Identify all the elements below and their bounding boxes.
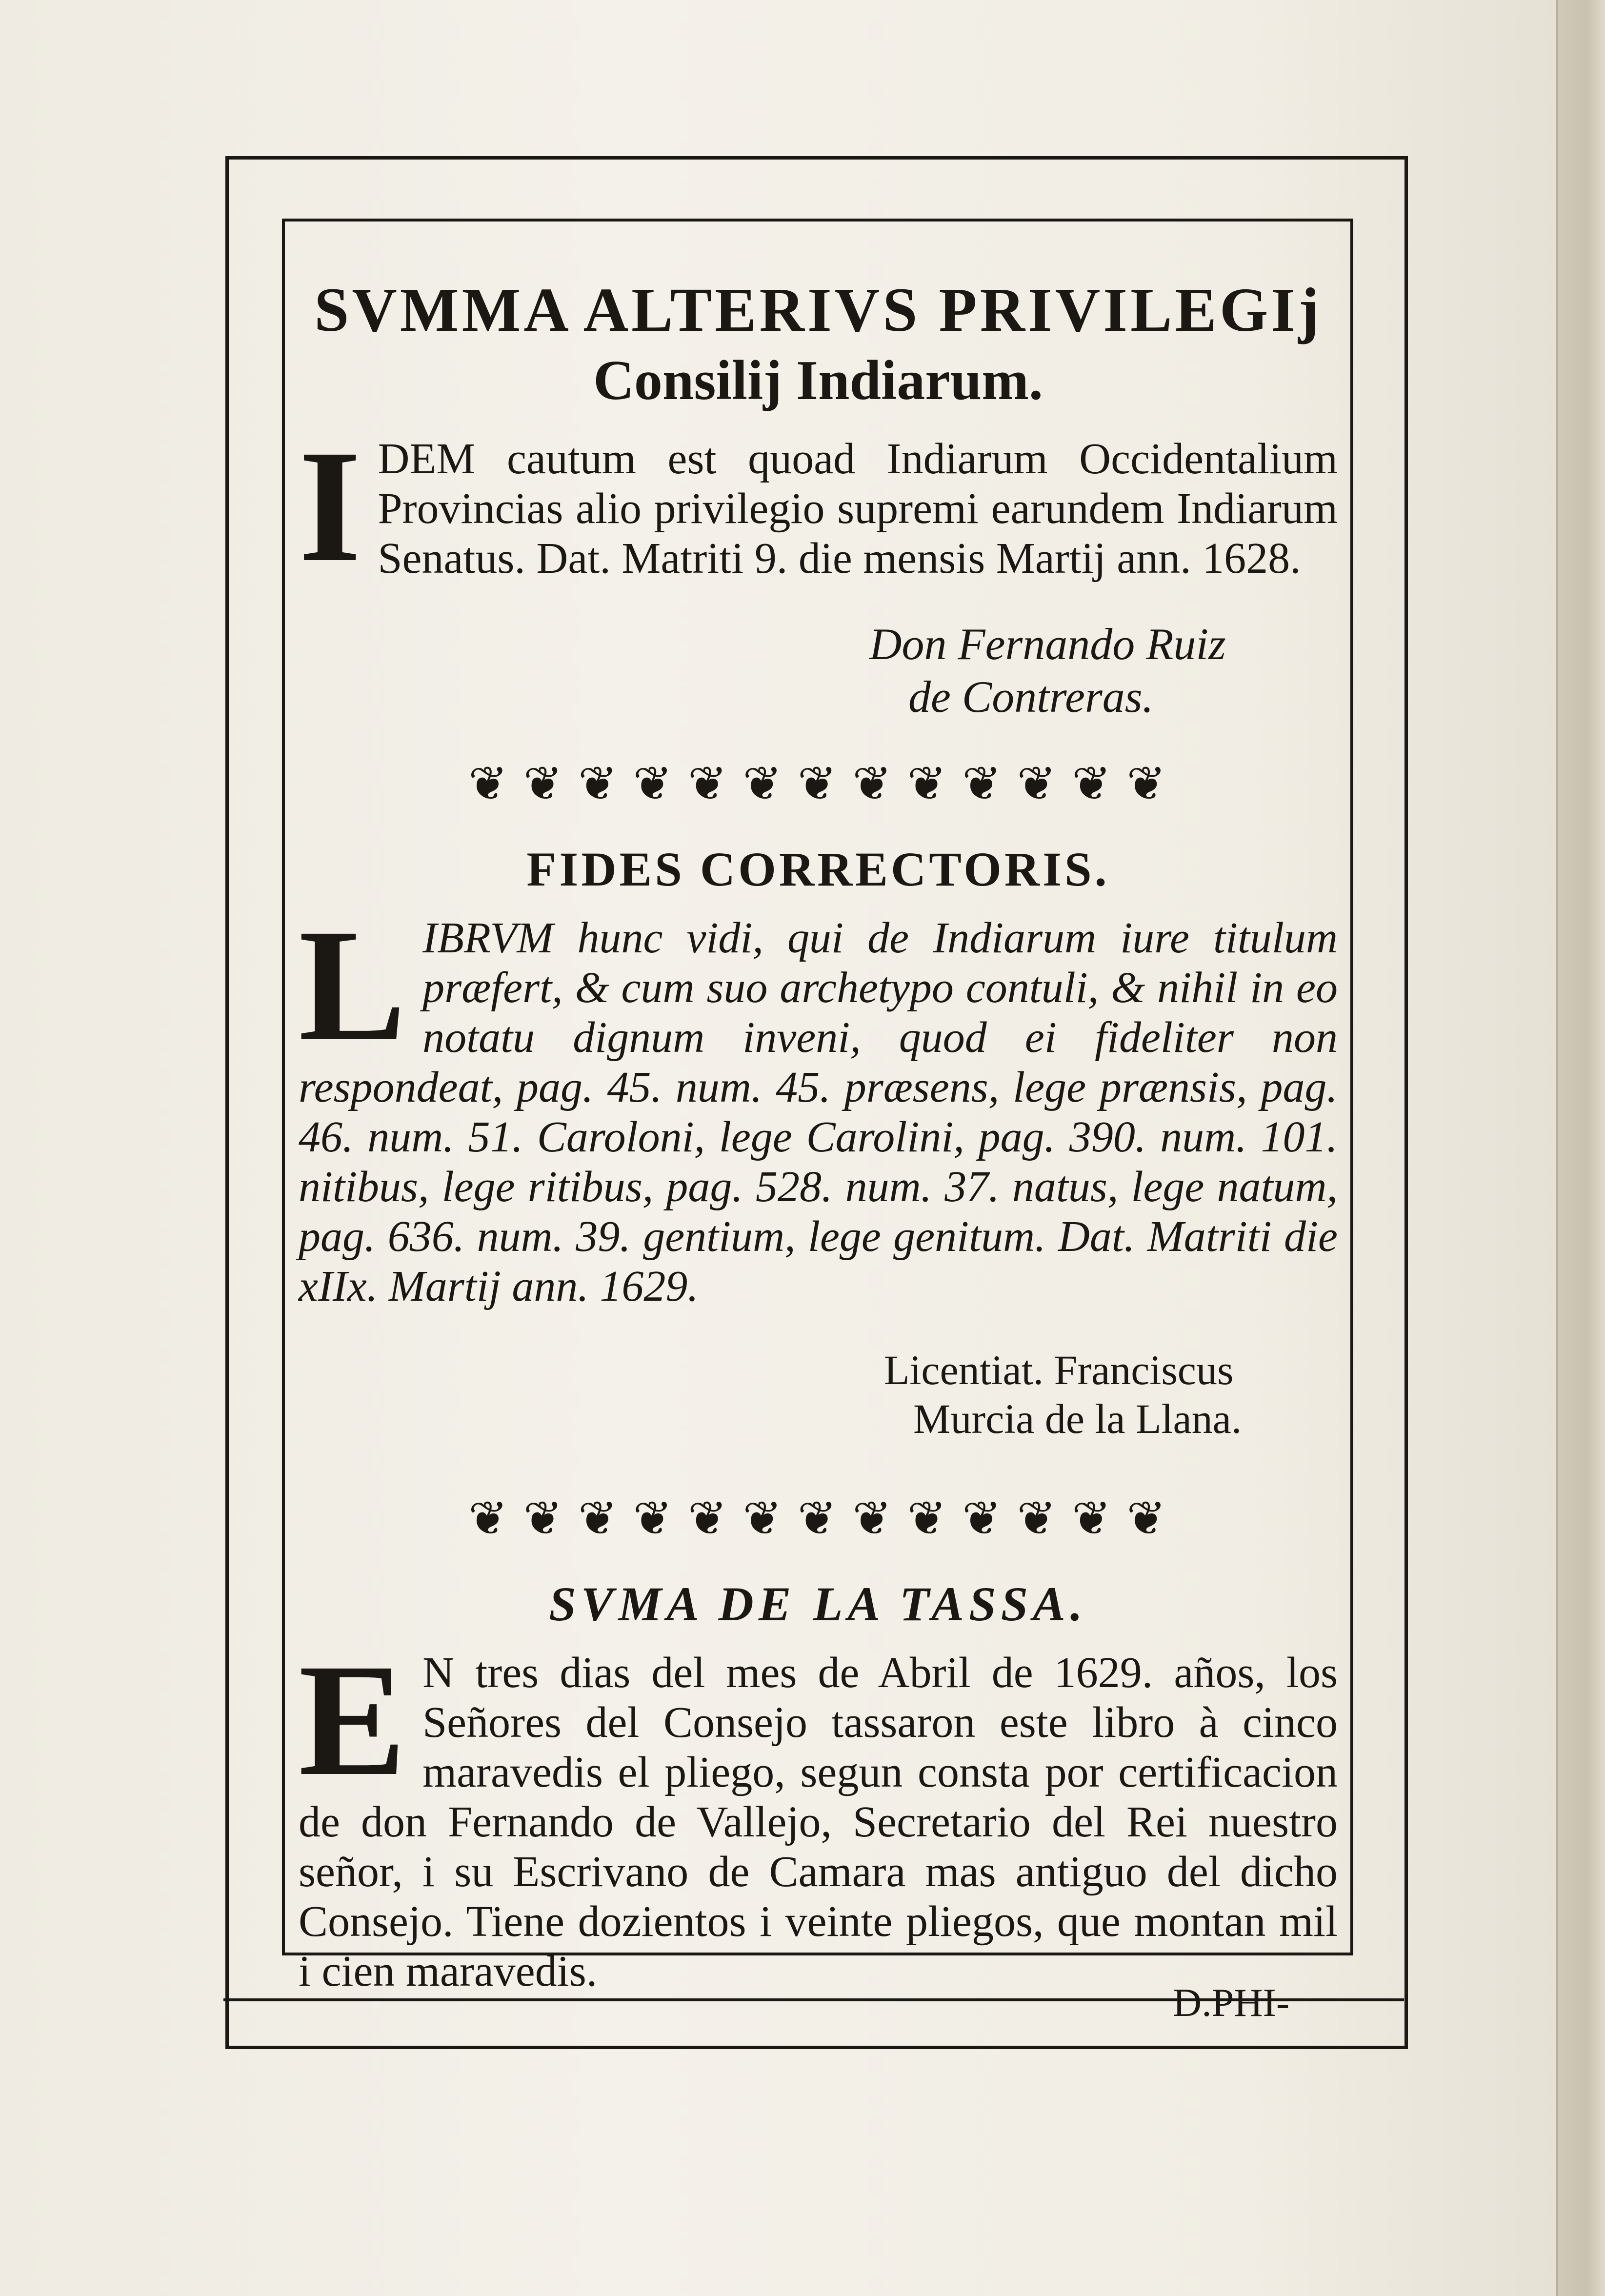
drop-cap-l: L bbox=[299, 896, 406, 1074]
fides-text: IBRVM hunc vidi, qui de Indiarum iure titulum præfert, & cum suo archetypo contuli, & nihil in eo notatu dignum inveni, quod ei fideliter non respondeat, pag. 45. num. 45. præsens, lege prænsis, pag. 46. num. 51. Caroloni, lege Carolini, pag. 390. num. 101. nitibus, lege ritibus, pag. 528. num. 37. natus, lege natum, pag. 636. num. 39. gentium, lege genitum. Dat. Matriti die xIIx. Martij ann. 1629. bbox=[299, 914, 1338, 1310]
drop-cap-e: E bbox=[299, 1631, 406, 1809]
page-content bbox=[299, 273, 1338, 1996]
fides-heading: FIDES CORRECTORIS. bbox=[526, 842, 1110, 896]
catchword: D.PHI- bbox=[1173, 1980, 1290, 2025]
drop-cap-i: I bbox=[299, 417, 361, 595]
fides-paragraph bbox=[299, 896, 1338, 1311]
privilege-title: SVMMA ALTERIVS PRIVILEGIj bbox=[314, 275, 1322, 344]
signature-murcia-line1: Licentiat. Franciscus bbox=[884, 1347, 1234, 1393]
privilege-subtitle: Consilij Indiarum. bbox=[593, 349, 1043, 412]
tassa-heading: SVMA DE LA TASSA. bbox=[549, 1577, 1087, 1631]
privilege-paragraph bbox=[299, 417, 1338, 595]
privilege-text: DEM cautum est quoad Indiarum Occidentalium Provincias alio privilegio supremi earundem Indiarum Senatus. Dat. Matriti 9. die mensis Martij ann. 1628. bbox=[378, 435, 1338, 583]
tassa-text: N tres dias del mes de Abril de 1629. años, los Señores del Consejo tassaron este libro à cinco maravedis el pliego, segun consta por certificacion de don Fernando de Vallejo, Secretario del Rei nuestro señor, i su Escrivano de Camara mas antiguo del dicho Consejo. Tiene dozientos i veinte pliegos, que montan mil i cien maravedis. bbox=[299, 1649, 1338, 1995]
tassa-paragraph bbox=[299, 1631, 1338, 1996]
signature-ruiz-line1: Don Fernando Ruiz bbox=[869, 619, 1226, 669]
signature-ruiz-line2: de Contreras. bbox=[908, 672, 1154, 722]
ornament-divider-top: ❦ ❦ ❦ ❦ ❦ ❦ ❦ ❦ ❦ ❦ ❦ ❦ ❦ bbox=[468, 758, 1168, 810]
signature-murcia-line2: Murcia de la Llana. bbox=[913, 1395, 1242, 1442]
ornament-divider-bottom: ❦ ❦ ❦ ❦ ❦ ❦ ❦ ❦ ❦ ❦ ❦ ❦ ❦ bbox=[468, 1492, 1168, 1545]
page-edge bbox=[1556, 0, 1605, 2296]
